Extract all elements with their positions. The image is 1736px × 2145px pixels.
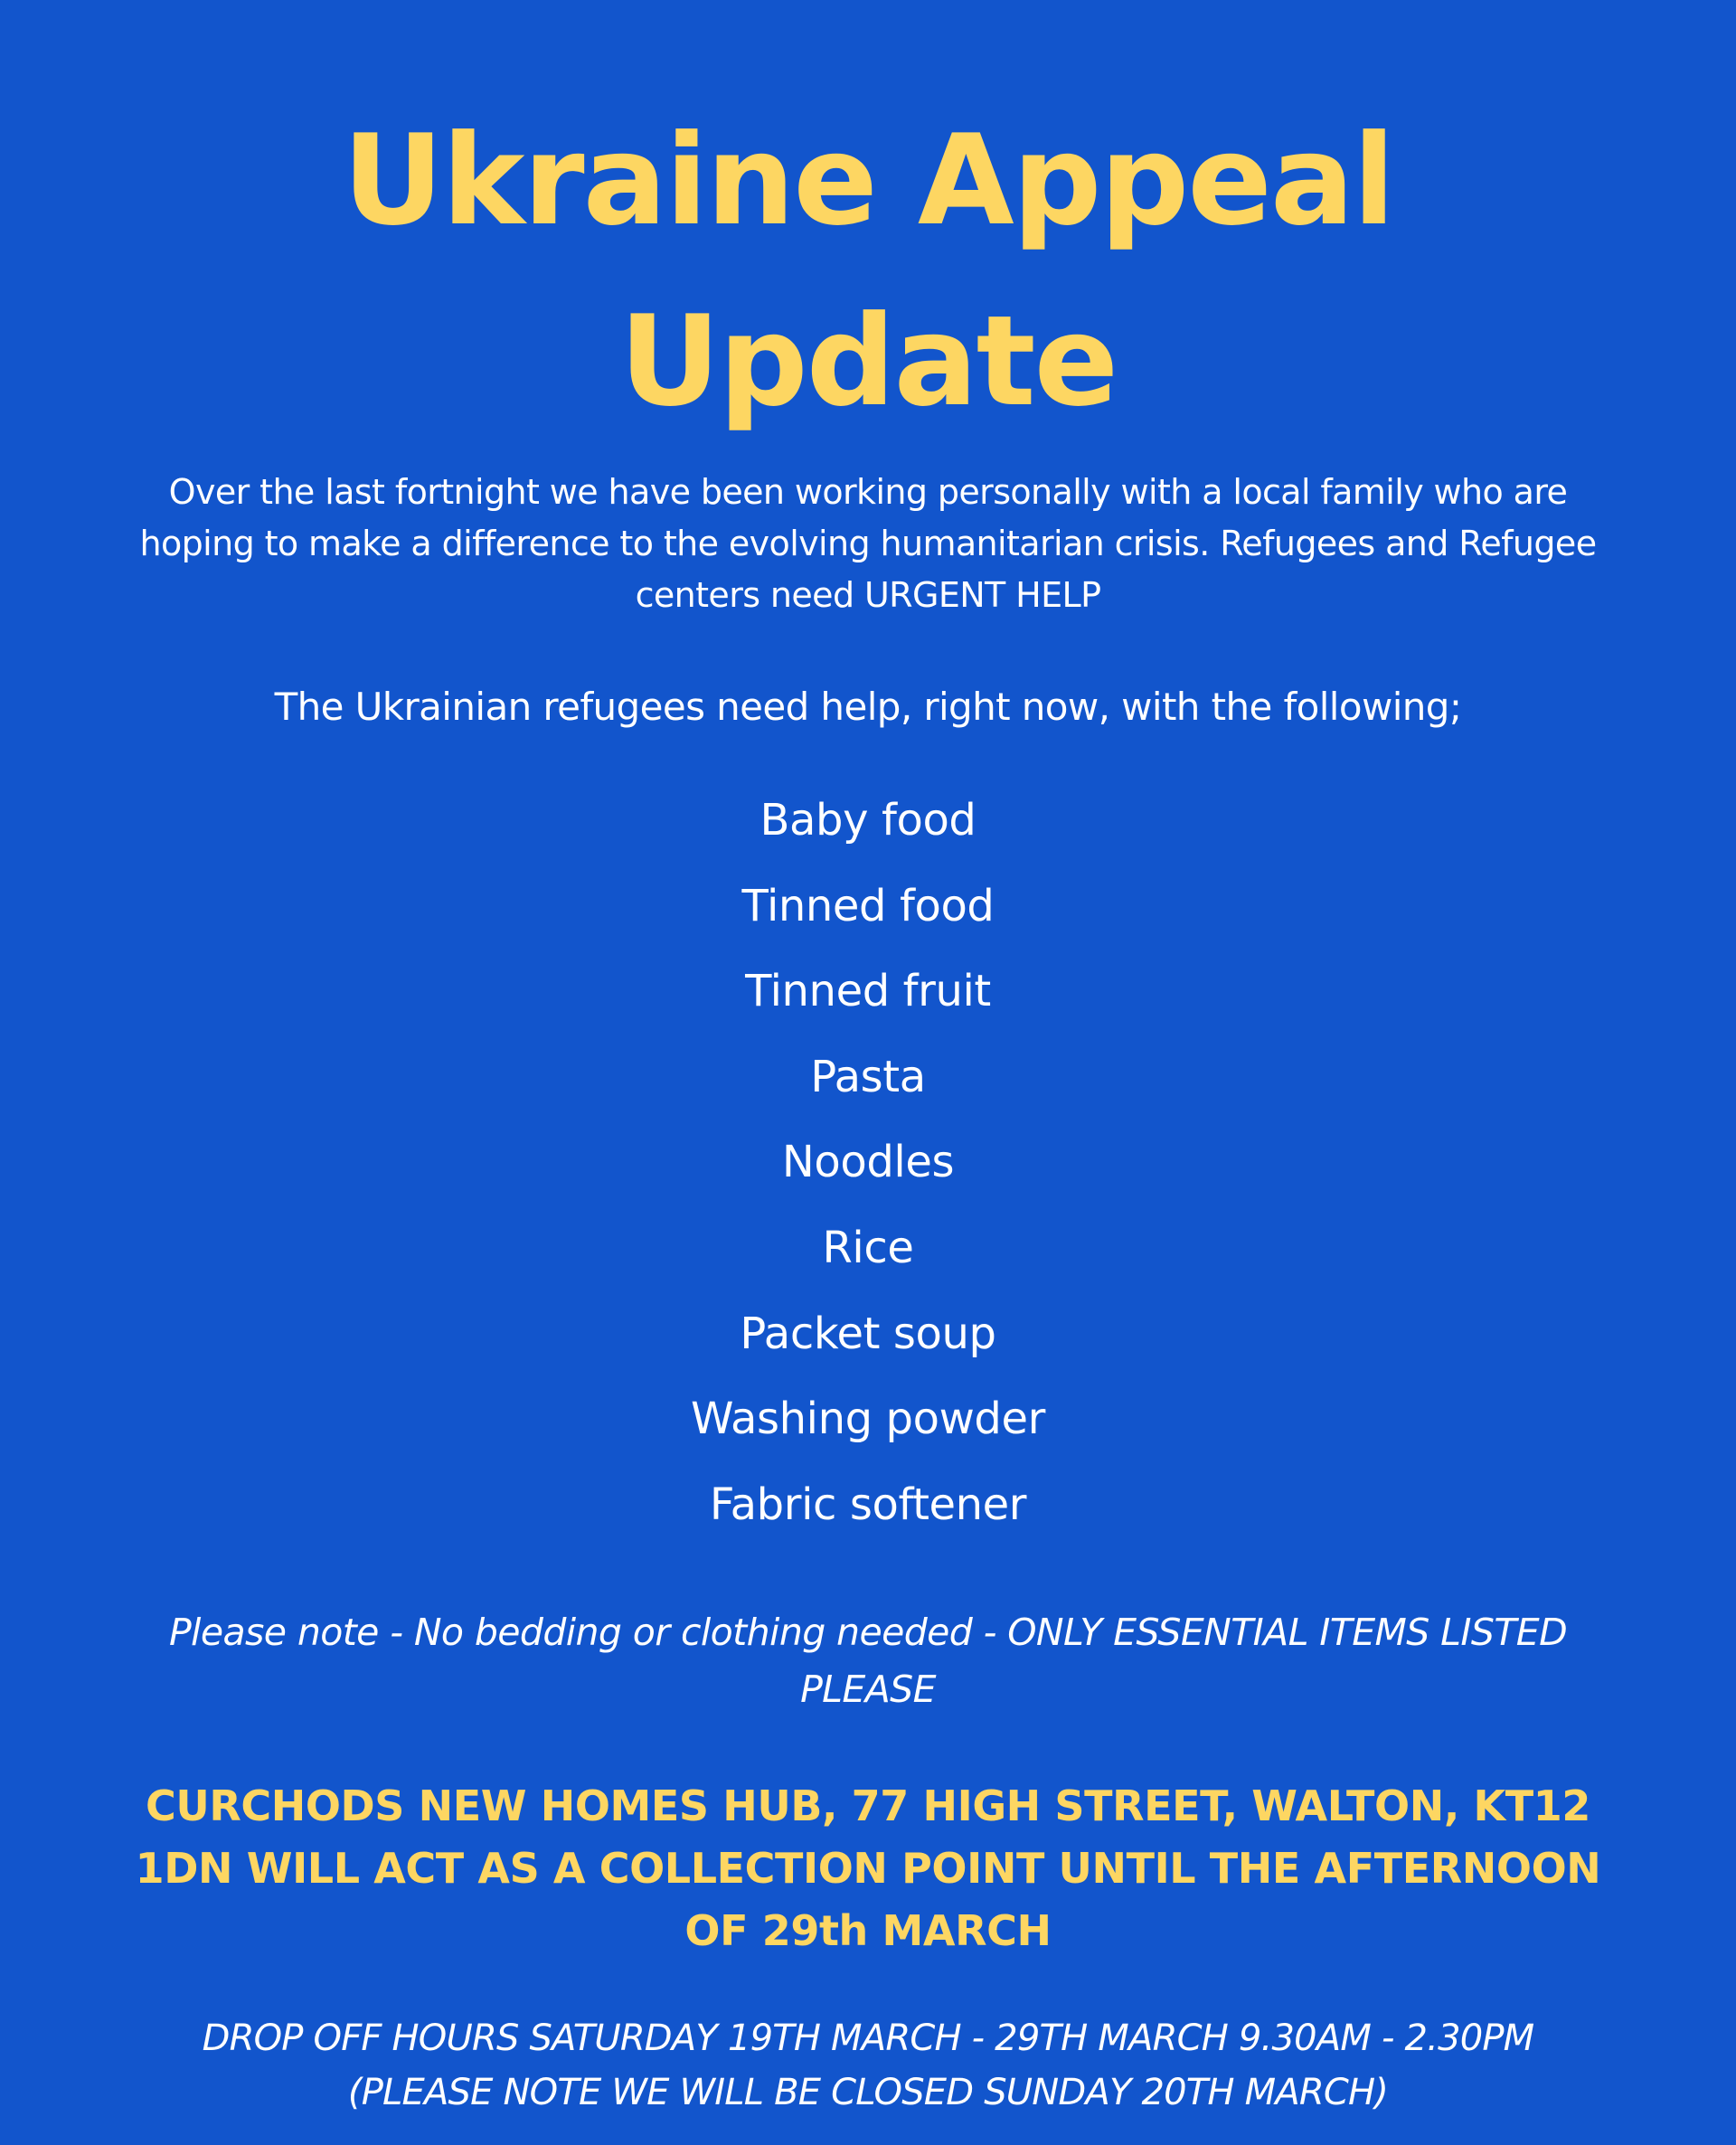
title-line-1: Ukraine Appeal	[342, 108, 1394, 253]
collection-point-notice: CURCHODS NEW HOMES HUB, 77 HIGH STREET, WALTON, KT12 1DN WILL ACT AS A COLLECTION POINT UNTIL THE AFTERNOON OF 29th MARCH	[135, 1781, 1601, 1955]
essential-items-note: Please note - No bedding or clothing needed - ONLY ESSENTIAL ITEMS LISTED PLEASE	[168, 1611, 1568, 1711]
needs-lead-text: The Ukrainian refugees need help, right now, with the following;	[274, 685, 1462, 729]
need-item: Pasta	[810, 1051, 926, 1102]
drop-off-hours	[108, 2011, 1628, 2120]
need-item: Noodles	[781, 1137, 955, 1188]
need-item: Rice	[822, 1222, 914, 1273]
title-line-2: Update	[618, 288, 1118, 434]
need-item: Tinned food	[741, 880, 995, 931]
need-item: Fabric softener	[709, 1479, 1027, 1530]
need-item: Packet soup	[740, 1308, 996, 1359]
need-item: Baby food	[760, 795, 976, 846]
closure-notice-line: (PLEASE NOTE WE WILL BE CLOSED SUNDAY 20TH MARCH)	[347, 2072, 1389, 2113]
needs-list	[0, 778, 1736, 1547]
need-item: Washing powder	[691, 1394, 1045, 1445]
drop-off-hours-line: DROP OFF HOURS SATURDAY 19TH MARCH - 29TH MARCH 9.30AM - 2.30PM	[202, 2017, 1534, 2059]
need-item: Tinned fruit	[745, 966, 991, 1017]
intro-paragraph: Over the last fortnight we have been working personally with a local family who are hoping to make a difference to the evolving humanitarian crisis. Refugees and Refugee centers need URGENT HELP	[139, 472, 1597, 615]
